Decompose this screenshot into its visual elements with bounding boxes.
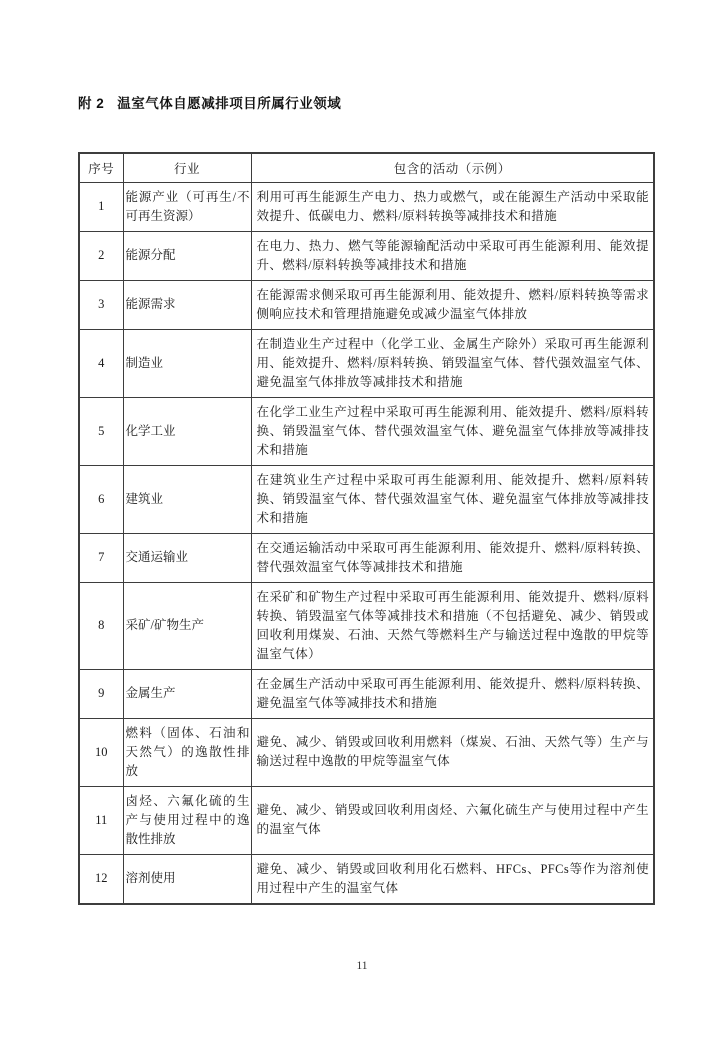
page-number: 11 bbox=[356, 960, 368, 972]
industry-cell: 采矿/矿物生产 bbox=[123, 582, 251, 669]
table-row bbox=[79, 182, 654, 231]
table-row bbox=[79, 854, 654, 904]
industry-cell: 化学工业 bbox=[123, 397, 251, 465]
row-number-cell: 3 bbox=[79, 280, 123, 329]
row-number-cell: 6 bbox=[79, 465, 123, 533]
table-row bbox=[79, 718, 654, 786]
activities-cell: 在交通运输活动中采取可再生能源利用、能效提升、燃料/原料转换、替代强效温室气体等减排技术和措施 bbox=[251, 533, 654, 582]
col-header-number: 序号 bbox=[79, 153, 123, 182]
activities-cell: 在化学工业生产过程中采取可再生能源利用、能效提升、燃料/原料转换、销毁温室气体、替代强效温室气体、避免温室气体排放等减排技术和措施 bbox=[251, 397, 654, 465]
table-row bbox=[79, 231, 654, 280]
col-header-activities: 包含的活动（示例） bbox=[251, 153, 654, 182]
table-row bbox=[79, 329, 654, 397]
row-number-cell: 7 bbox=[79, 533, 123, 582]
row-number-cell: 1 bbox=[79, 182, 123, 231]
activities-cell: 在金属生产活动中采取可再生能源利用、能效提升、燃料/原料转换、避免温室气体等减排技术和措施 bbox=[251, 669, 654, 718]
appendix-heading bbox=[78, 92, 341, 112]
activities-cell: 在能源需求侧采取可再生能源利用、能效提升、燃料/原料转换等需求侧响应技术和管理措施避免或减少温室气体排放 bbox=[251, 280, 654, 329]
appendix-number: 附 2 bbox=[78, 96, 105, 111]
row-number-cell: 12 bbox=[79, 854, 123, 904]
table-row bbox=[79, 669, 654, 718]
table-row bbox=[79, 533, 654, 582]
industry-cell: 建筑业 bbox=[123, 465, 251, 533]
activities-cell: 在建筑业生产过程中采取可再生能源利用、能效提升、燃料/原料转换、销毁温室气体、替代强效温室气体、避免温室气体排放等减排技术和措施 bbox=[251, 465, 654, 533]
col-header-industry: 行业 bbox=[123, 153, 251, 182]
activities-cell: 利用可再生能源生产电力、热力或燃气，或在能源生产活动中采取能效提升、低碳电力、燃料/原料转换等减排技术和措施 bbox=[251, 182, 654, 231]
industry-cell: 交通运输业 bbox=[123, 533, 251, 582]
activities-cell: 在采矿和矿物生产过程中采取可再生能源利用、能效提升、燃料/原料转换、销毁温室气体等减排技术和措施（不包括避免、减少、销毁或回收利用煤炭、石油、天然气等燃料生产与输送过程中逸散的甲烷等温室气体） bbox=[251, 582, 654, 669]
table-row bbox=[79, 465, 654, 533]
table-row bbox=[79, 280, 654, 329]
row-number-cell: 10 bbox=[79, 718, 123, 786]
activities-cell: 避免、减少、销毁或回收利用燃料（煤炭、石油、天然气等）生产与输送过程中逸散的甲烷等温室气体 bbox=[251, 718, 654, 786]
industry-cell: 金属生产 bbox=[123, 669, 251, 718]
row-number-cell: 9 bbox=[79, 669, 123, 718]
table-row bbox=[79, 582, 654, 669]
activities-cell: 在制造业生产过程中（化学工业、金属生产除外）采取可再生能源利用、能效提升、燃料/原料转换、销毁温室气体、替代强效温室气体、避免温室气体排放等减排技术和措施 bbox=[251, 329, 654, 397]
header-row bbox=[79, 153, 654, 182]
page-title: 温室气体自愿减排项目所属行业领域 bbox=[117, 96, 342, 111]
table-row bbox=[79, 786, 654, 854]
industry-cell: 制造业 bbox=[123, 329, 251, 397]
industry-cell: 燃料（固体、石油和天然气）的逸散性排放 bbox=[123, 718, 251, 786]
industry-cell: 能源分配 bbox=[123, 231, 251, 280]
table-body bbox=[79, 182, 654, 904]
row-number-cell: 8 bbox=[79, 582, 123, 669]
table-row bbox=[79, 397, 654, 465]
row-number-cell: 5 bbox=[79, 397, 123, 465]
activities-cell: 在电力、热力、燃气等能源输配活动中采取可再生能源利用、能效提升、燃料/原料转换等减排技术和措施 bbox=[251, 231, 654, 280]
row-number-cell: 4 bbox=[79, 329, 123, 397]
row-number-cell: 11 bbox=[79, 786, 123, 854]
industry-cell: 溶剂使用 bbox=[123, 854, 251, 904]
activities-cell: 避免、减少、销毁或回收利用化石燃料、HFCs、PFCs等作为溶剂使用过程中产生的温室气体 bbox=[251, 854, 654, 904]
industry-cell: 卤烃、六氟化硫的生产与使用过程中的逸散性排放 bbox=[123, 786, 251, 854]
industry-cell: 能源需求 bbox=[123, 280, 251, 329]
industry-cell: 能源产业（可再生/不可再生资源） bbox=[123, 182, 251, 231]
row-number-cell: 2 bbox=[79, 231, 123, 280]
industry-sector-table bbox=[78, 152, 655, 905]
activities-cell: 避免、减少、销毁或回收利用卤烃、六氟化硫生产与使用过程中产生的温室气体 bbox=[251, 786, 654, 854]
table-header bbox=[79, 153, 654, 182]
